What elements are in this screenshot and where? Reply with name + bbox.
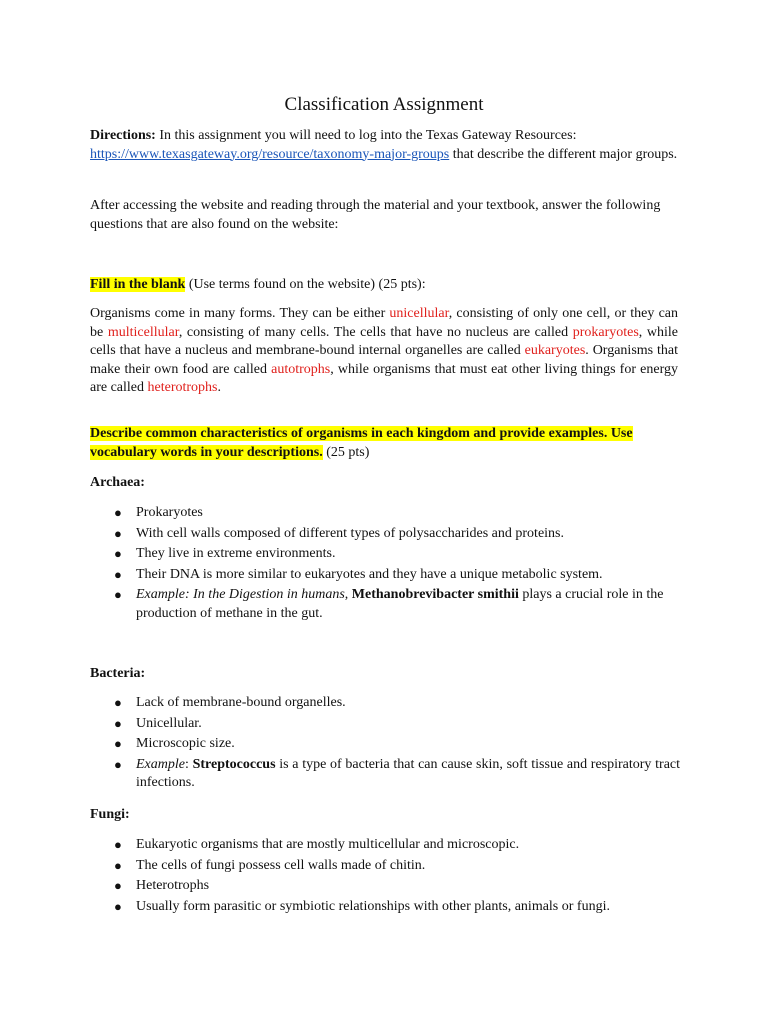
fill-blank-heading-line: [90, 276, 678, 295]
fill-text-6: , while organisms that must eat other living things for energy are called: [90, 361, 678, 395]
fill-text-7: .: [217, 380, 221, 395]
describe-points: (25 pts): [322, 444, 370, 460]
bullet-icon: ●: [114, 837, 122, 852]
bullet-icon: ●: [114, 736, 122, 751]
list-item-text: Unicellular.: [136, 715, 202, 731]
list-item: [90, 715, 680, 734]
bullet-icon: ●: [114, 756, 122, 772]
bullet-icon: ●: [114, 546, 122, 561]
answer-prokaryotes: prokaryotes: [572, 324, 639, 340]
list-item: [90, 694, 680, 713]
example-description: is a type of bacteria that can cause skin, soft tissue and respiratory tract infections.: [136, 756, 681, 790]
list-item: [90, 545, 680, 564]
answer-heterotrophs: heterotrophs: [147, 380, 218, 395]
directions-paragraph: [90, 127, 678, 164]
example-separator: ,: [344, 587, 352, 602]
bacteria-list: [90, 694, 680, 795]
fill-text-5: . Organisms that make their own food are called: [90, 343, 679, 377]
bacteria-heading: Bacteria:: [90, 666, 146, 681]
list-item-text: Prokaryotes: [136, 505, 203, 520]
list-item: [90, 898, 680, 917]
answer-eukaryotes: eukaryotes: [524, 343, 586, 358]
list-item: [90, 525, 680, 544]
list-item-text: Their DNA is more similar to eukaryotes and they have a unique metabolic system.: [136, 566, 603, 582]
bullet-icon: ●: [114, 587, 122, 602]
texas-gateway-link[interactable]: https://www.texasgateway.org/resource/taxonomy-major-groups: [90, 146, 450, 162]
list-item-text: Usually form parasitic or symbiotic relationships with other plants, animals or fungi.: [136, 898, 610, 914]
list-item-text: Lack of membrane-bound organelles.: [136, 695, 346, 710]
example-separator: :: [184, 756, 193, 772]
bullet-icon: ●: [114, 695, 122, 710]
bullet-icon: ●: [114, 857, 122, 873]
bullet-icon: ●: [114, 715, 122, 731]
list-item: [90, 857, 680, 876]
bacteria-example-item: [90, 756, 680, 793]
fill-blank-paragraph: [90, 305, 678, 398]
bullet-icon: ●: [114, 505, 122, 520]
bullet-icon: ●: [114, 566, 122, 582]
archaea-example-item: [90, 586, 680, 623]
list-item: [90, 877, 680, 896]
list-item-text: With cell walls composed of different types of polysaccharides and proteins.: [136, 525, 564, 541]
bullet-icon: ●: [114, 525, 122, 541]
fungi-heading: Fungi:: [90, 807, 130, 822]
list-item-text: Eukaryotic organisms that are mostly multicellular and microscopic.: [136, 837, 520, 852]
list-item: [90, 566, 680, 585]
example-label: Example: [136, 756, 185, 772]
fill-text-4: , while cells that have a nucleus and membrane-bound internal organelles are called: [90, 324, 679, 358]
answer-multicellular: multicellular: [107, 324, 179, 340]
page-title: Classification Assignment: [284, 94, 484, 115]
archaea-heading: Archaea:: [90, 475, 145, 490]
example-organism: Methanobrevibacter smithii: [351, 587, 519, 602]
archaea-list: [90, 504, 680, 625]
answer-unicellular: unicellular: [389, 306, 449, 321]
example-label: Example: In the Digestion in humans: [136, 587, 345, 602]
directions-label: Directions:: [90, 128, 156, 143]
list-item-text: Microscopic size.: [136, 736, 235, 751]
describe-heading: Describe common characteristics of organisms in each kingdom and provide examples. Use vocabulary words in your descriptions.: [90, 426, 633, 460]
list-item: [90, 735, 680, 754]
fill-text-3: , consisting of many cells. The cells that have no nucleus are called: [178, 324, 573, 340]
directions-text-end: that describe the different major groups.: [449, 146, 678, 162]
list-item-text: They live in extreme environments.: [136, 546, 336, 561]
bullet-icon: ●: [114, 898, 122, 914]
fill-text-2: , consisting of only one cell, or they can be: [90, 306, 678, 340]
fungi-list: [90, 836, 680, 918]
fill-blank-instructions: (Use terms found on the website) (25 pts):: [185, 277, 426, 292]
intro-paragraph: After accessing the website and reading through the material and your textbook, answer the following questions that are also found on the website:: [90, 198, 661, 232]
list-item-text: The cells of fungi possess cell walls made of chitin.: [136, 857, 426, 873]
directions-text: In this assignment you will need to log into the Texas Gateway Resources:: [155, 128, 577, 143]
describe-heading-line: [90, 425, 678, 462]
list-item: [90, 836, 680, 855]
fill-text-1: Organisms come in many forms. They can be either: [90, 306, 390, 321]
bullet-icon: ●: [114, 878, 122, 893]
example-organism: Streptococcus: [192, 756, 276, 772]
list-item-text: Heterotrophs: [136, 878, 210, 893]
answer-autotrophs: autotrophs: [271, 361, 331, 377]
example-description: plays a crucial role in the production of methane in the gut.: [136, 587, 664, 621]
list-item: [90, 504, 680, 523]
fill-blank-heading: Fill in the blank: [90, 277, 186, 292]
